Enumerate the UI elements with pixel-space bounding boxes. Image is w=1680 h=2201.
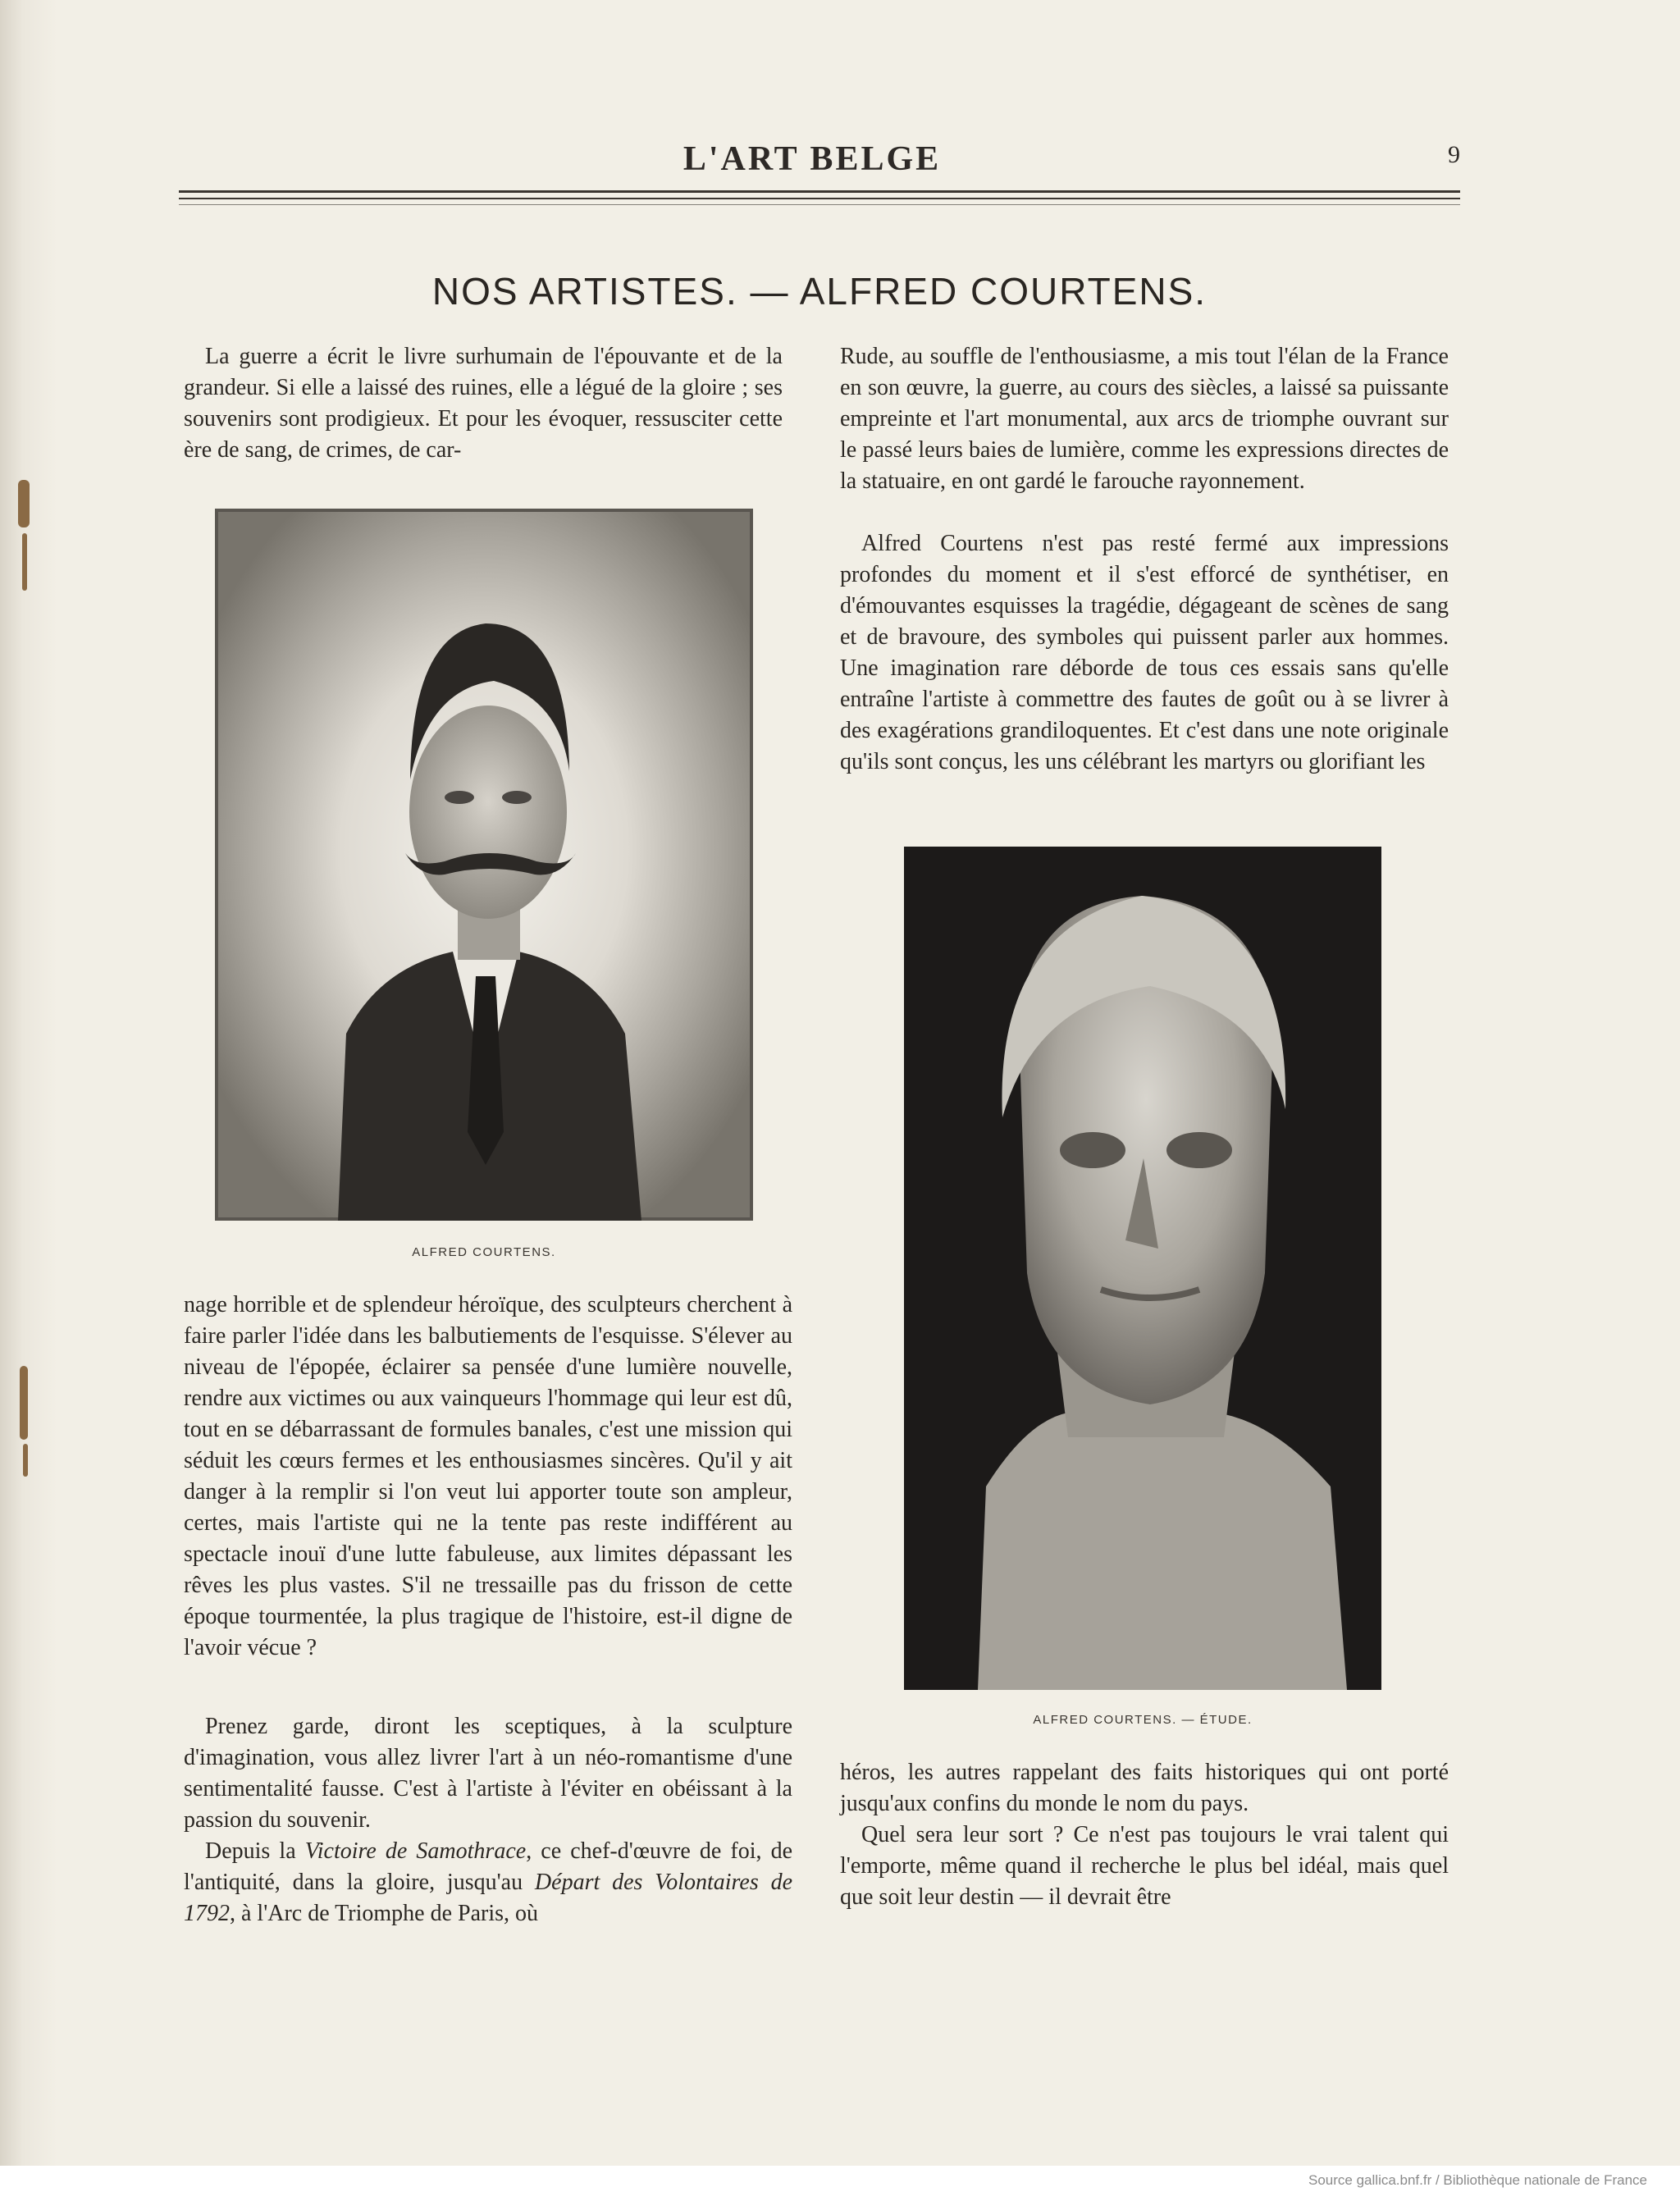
text-span: , ce chef-d'œuvre de foi, de l'antiquité, dans la gloire, jusqu'au [184, 1838, 793, 1895]
italic-title: Départ des Volontaires de 1792 [184, 1870, 792, 1926]
binding-gutter [0, 0, 57, 2201]
binding-stitch [23, 1444, 28, 1477]
article-title: NOS ARTISTES. — ALFRED COURTENS. [431, 270, 1208, 313]
paragraph: La guerre a écrit le livre surhumain de l'épouvante et de la grandeur. Si elle a laissé des ruines, elle a légué de la gloire ; ses souvenirs sont prodigieux. Et pour les évoquer, ressusciter cette ère de sang, de crimes, de car- [184, 344, 783, 463]
binding-stitch [22, 533, 27, 591]
header-rule [179, 190, 1460, 193]
header-rule [179, 204, 1460, 205]
bust-photo [904, 847, 1381, 1690]
text-span: , à l'Arc de Triomphe de Paris, où [230, 1901, 539, 1926]
header-rule [179, 198, 1460, 199]
text-span: Depuis la [205, 1838, 305, 1864]
italic-title: Victoire de Samothrace [304, 1838, 527, 1864]
paragraph: héros, les autres rappelant des faits historiques qui ont porté jusqu'aux confins du monde le nom du pays. [840, 1760, 1449, 1816]
portrait-photo [215, 509, 753, 1221]
binding-stitch [18, 480, 30, 527]
journal-title: L'ART BELGE [682, 140, 942, 178]
page-number: 9 [1448, 141, 1460, 168]
paragraph: nage horrible et de splendeur héroïque, des sculpteurs cherchent à faire parler l'idée dans les balbutiements de l'esquisse. S'élever au niveau de l'épopée, éclairer sa pensée d'une lumière nouvelle, rendre aux victimes ou aux vainqueurs l'hommage qui leur est dû, tout en se débarrassant de formules banales, c'est une mission qui séduit les cœurs fermes et les enthousiasmes sincères. Qu'il y ait danger à la remplir si l'on veut lui apporter toute son ampleur, certes, mais l'artiste qui ne la tente pas reste indifférent au spectacle inouï d'une lutte fabuleuse, aux limites dépassant les rêves les plus vastes. S'il ne tressaille pas du frisson de cette époque tourmentée, la plus tragique de l'histoire, est-il digne de l'avoir vécue ? [184, 1292, 792, 1660]
portrait-image [215, 509, 753, 1221]
bust-image [904, 847, 1381, 1690]
binding-stitch [20, 1366, 28, 1440]
paragraph: Quel sera leur sort ? Ce n'est pas toujours le vrai talent qui l'emporte, même quand il recherche le plus bel idéal, mais quel que soit leur destin — il devrait être [840, 1822, 1449, 1910]
paragraph [184, 1836, 792, 1929]
bust-caption: ALFRED COURTENS. — ÉTUDE. [1033, 1713, 1253, 1727]
portrait-caption: ALFRED COURTENS. [412, 1245, 556, 1259]
paragraph: Prenez garde, diront les sceptiques, à la sculpture d'imagination, vous allez livrer l'art à un néo-romantisme d'une sentimentalité fausse. C'est à l'artiste à l'éviter en obéissant à la passion du souvenir. [184, 1714, 792, 1833]
paragraph: Rude, au souffle de l'enthousiasme, a mis tout l'élan de la France en son œuvre, la guerre, au cours des siècles, a laissé sa puissante empreinte et l'art monumental, aux arcs de triomphe ouvrant sur le passé leurs baies de lumière, comme les expressions directes de la statuaire, en ont gardé le farouche rayonnement. [840, 344, 1449, 494]
paragraph: Alfred Courtens n'est pas resté fermé aux impressions profondes du moment et il s'est efforcé de synthétiser, en d'émouvantes esquisses la tragédie, dégageant de scènes de sang et de bravoure, des symboles qui puissent parler aux hommes. Une imagination rare déborde de tous ces essais sans qu'elle entraîne l'artiste à commettre des fautes de goût ou à se livrer à des exagérations grandiloquentes. Et c'est dans une note originale qu'ils sont conçus, les uns célébrant les martyrs ou glorifiant les [840, 531, 1449, 774]
source-credit: Source gallica.bnf.fr / Bibliothèque nationale de France [1308, 2172, 1647, 2188]
